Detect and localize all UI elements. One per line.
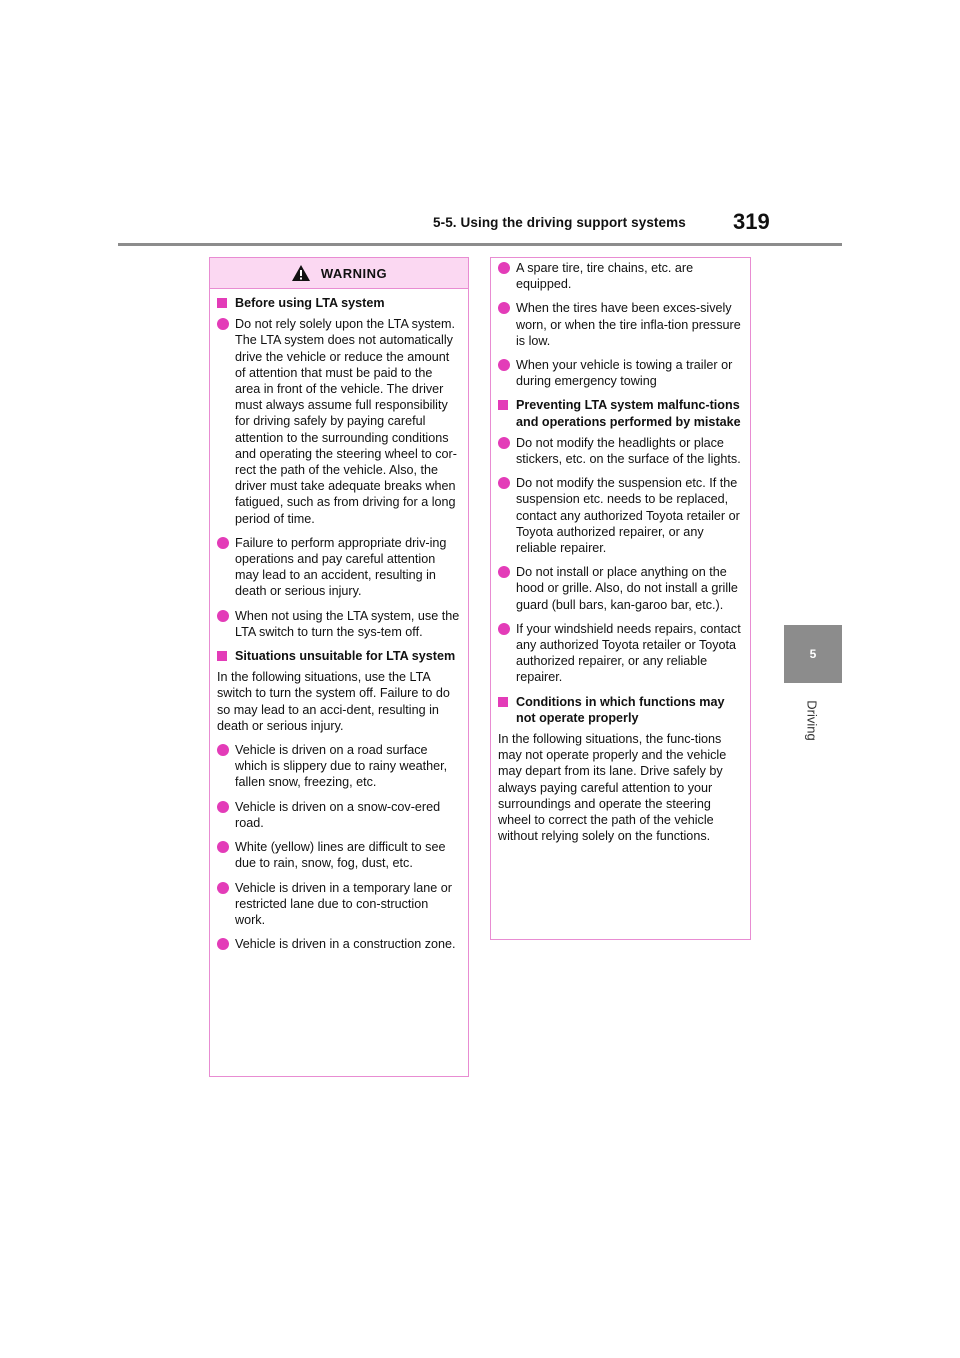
circle-bullet-icon xyxy=(217,938,229,950)
section-heading: Before using LTA system xyxy=(217,295,461,311)
list-item: When not using the LTA system, use the LTA switch to turn the sys-tem off. xyxy=(217,608,461,640)
warning-triangle-icon xyxy=(291,264,311,282)
warning-title: WARNING xyxy=(320,265,388,281)
square-bullet-icon xyxy=(498,697,508,707)
circle-bullet-icon xyxy=(217,801,229,813)
page-number: 319 xyxy=(733,209,770,234)
circle-bullet-icon xyxy=(498,623,510,635)
section-heading: Conditions in which functions may not operate properly xyxy=(498,694,743,726)
list-item: White (yellow) lines are difficult to see due to rain, snow, fog, dust, etc. xyxy=(217,839,461,871)
list-item: Do not rely solely upon the LTA system. The LTA system does not automatically drive the vehicle or reduce the amount of attention that must be paid to the area in front of the vehicle. The driver must always assume full responsibility for driving safely by paying careful attention to the surrounding conditions and operating the steering wheel to cor-rect the path of the vehicle. Also, the driver must take adequate breaks when fatigued, such as from driving for a long period of time. xyxy=(217,316,461,527)
list-item: If your windshield needs repairs, contact any authorized Toyota retailer or Toyota authorized repairer, or any reliable repairer. xyxy=(498,621,743,686)
list-item: Do not modify the suspension etc. If the suspension etc. needs to be replaced, contact any authorized Toyota retailer or Toyota authorized repairer, or any reliable repairer. xyxy=(498,475,743,556)
list-item: Vehicle is driven in a construction zone. xyxy=(217,936,461,952)
circle-bullet-icon xyxy=(217,744,229,756)
paragraph: In the following situations, use the LTA switch to turn the system off. Failure to do so may lead to an acci-dent, resulting in death or serious injury. xyxy=(217,670,450,733)
circle-bullet-icon xyxy=(217,841,229,853)
list-item: Do not install or place anything on the hood or grille. Also, do not install a grille guard (bull bars, kan-garoo bar, etc.). xyxy=(498,564,743,613)
square-bullet-icon xyxy=(498,400,508,410)
paragraph: In the following situations, the func-tions may not operate properly and the vehicle may depart from its lane. Drive safely by always paying careful attention to your surroundings and operate the steering wheel to correct the path of the vehicle without relying solely on the functions. xyxy=(498,732,727,844)
warning-box xyxy=(209,257,469,1077)
list-item: Vehicle is driven on a snow-cov-ered road. xyxy=(217,799,461,831)
list-item: Do not modify the headlights or place stickers, etc. on the surface of the lights. xyxy=(498,435,743,467)
section-title: 5-5. Using the driving support systems xyxy=(433,215,686,230)
square-bullet-icon xyxy=(217,651,227,661)
square-bullet-icon xyxy=(217,298,227,308)
header-divider xyxy=(118,243,842,246)
warning-box-continued xyxy=(490,257,751,940)
list-item: Vehicle is driven on a road surface which is slippery due to rainy weather, fallen snow, freezing, etc. xyxy=(217,742,461,791)
circle-bullet-icon xyxy=(217,537,229,549)
circle-bullet-icon xyxy=(498,566,510,578)
circle-bullet-icon xyxy=(217,882,229,894)
circle-bullet-icon xyxy=(217,610,229,622)
circle-bullet-icon xyxy=(498,302,510,314)
chapter-number: 5 xyxy=(809,647,817,661)
section-heading: Situations unsuitable for LTA system xyxy=(217,648,461,664)
circle-bullet-icon xyxy=(498,262,510,274)
chapter-label xyxy=(782,690,842,750)
circle-bullet-icon xyxy=(498,359,510,371)
circle-bullet-icon xyxy=(498,437,510,449)
chapter-label-text: Driving xyxy=(804,699,820,741)
section-heading: Preventing LTA system malfunc-tions and operations performed by mistake xyxy=(498,397,743,429)
chapter-tab xyxy=(784,625,842,683)
circle-bullet-icon xyxy=(217,318,229,330)
list-item: When the tires have been exces-sively worn, or when the tire infla-tion pressure is low. xyxy=(498,300,743,349)
warning-content-right xyxy=(491,258,750,845)
list-item: When your vehicle is towing a trailer or during emergency towing xyxy=(498,357,743,389)
list-item: Vehicle is driven in a temporary lane or restricted lane due to con-struction work. xyxy=(217,880,461,929)
list-item: A spare tire, tire chains, etc. are equipped. xyxy=(498,260,743,292)
circle-bullet-icon xyxy=(498,477,510,489)
list-item: Failure to perform appropriate driv-ing operations and pay careful attention may lead to an accident, resulting in death or serious injury. xyxy=(217,535,461,600)
warning-header xyxy=(210,258,468,289)
warning-content-left xyxy=(210,289,468,952)
